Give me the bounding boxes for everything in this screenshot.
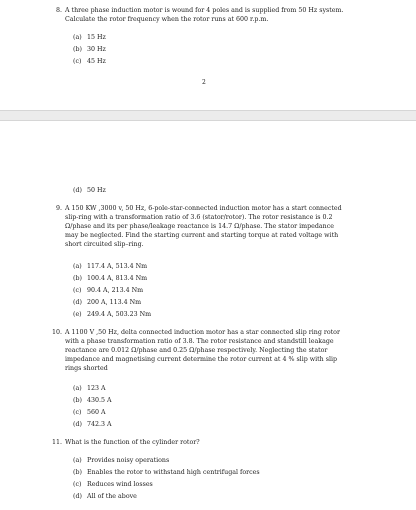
- option-text: 249.4 A, 503.23 Nm: [87, 311, 152, 318]
- option-label: (b): [73, 469, 82, 476]
- option-label: (e): [73, 311, 82, 318]
- option-11a: [73, 457, 169, 465]
- question-text-line: A three phase induction motor is wound for 4 poles and is supplied from 50 Hz system.: [65, 7, 344, 14]
- option-text: 100.4 A, 813.4 Nm: [87, 275, 148, 282]
- option-label: (d): [73, 187, 82, 194]
- option-text: Provides noisy operations: [87, 457, 170, 464]
- option-label: (c): [73, 481, 82, 488]
- option-9c: [73, 287, 143, 295]
- question-text-line: What is the function of the cylinder rotor?: [65, 439, 200, 446]
- option-8a: [73, 34, 106, 42]
- option-10b: [73, 397, 112, 405]
- option-label: (c): [73, 409, 82, 416]
- option-9e: [73, 311, 151, 319]
- option-11b: [73, 469, 260, 477]
- option-label: (a): [73, 34, 82, 41]
- option-text: 742.3 A: [87, 421, 112, 428]
- option-text: 45 Hz: [87, 58, 106, 65]
- question-text-line: impedance and magnetising current determine the rotor current at 4 % slip with slip: [65, 355, 338, 363]
- question-text-line: short circuited slip–ring.: [65, 240, 144, 248]
- question-number: 10.: [51, 329, 62, 336]
- option-label: (b): [73, 275, 82, 282]
- option-10a: [73, 385, 106, 393]
- option-text: 117.4 A, 513.4 Nm: [87, 263, 148, 270]
- option-11c: [73, 481, 153, 489]
- question-text-line: Calculate the rotor frequency when the rotor runs at 600 r.p.m.: [65, 15, 269, 23]
- option-10d: [73, 421, 112, 429]
- question-text-line: rings shorted: [65, 364, 108, 372]
- option-label: (c): [73, 58, 82, 65]
- option-text: 560 A: [87, 409, 106, 416]
- page-2: [0, 120, 416, 510]
- question-number: 9.: [55, 205, 62, 212]
- option-text: 15 Hz: [87, 34, 106, 41]
- question-number: 11.: [51, 439, 62, 446]
- question-8: [50, 7, 343, 25]
- question-text-line: A 1100 V ,50 Hz, delta connected induction motor has a star connected slip ring rotor: [65, 329, 340, 336]
- option-8b: [73, 46, 106, 54]
- option-text: Reduces wind losses: [87, 481, 153, 488]
- option-text: 50 Hz: [87, 187, 106, 194]
- option-11d: [73, 493, 137, 501]
- option-label: (a): [73, 263, 82, 270]
- question-text-line: A 150 KW ,3000 v, 50 Hz, 6-pole-star-connected induction motor has a start connected: [65, 205, 342, 212]
- option-label: (d): [73, 493, 82, 500]
- option-8c: [73, 58, 106, 66]
- option-10c: [73, 409, 106, 417]
- option-label: (b): [73, 46, 82, 53]
- option-text: All of the above: [87, 493, 137, 500]
- question-text-line: may be neglected. Find the starting current and starting torque at rated voltage with: [65, 231, 339, 239]
- option-8d: [73, 187, 106, 195]
- question-11: [50, 439, 200, 448]
- option-text: 123 A: [87, 385, 106, 392]
- option-label: (b): [73, 397, 82, 404]
- question-text-line: with a phase transformation ratio of 3.8. The rotor resistance and standstill leakage: [65, 337, 334, 345]
- option-9d: [73, 299, 141, 307]
- option-label: (a): [73, 385, 82, 392]
- question-text-line: Ω/phase and its per phase/leakage reactance is 14.7 Ω/phase. The stator impedance: [65, 222, 334, 230]
- option-9b: [73, 275, 147, 283]
- option-label: (d): [73, 299, 82, 306]
- page-1: [0, 0, 416, 111]
- option-label: (c): [73, 287, 82, 294]
- question-text-line: slip-ring with a transformation ratio of 3.6 (stator/rotor). The rotor resistance is 0.2: [65, 213, 333, 221]
- page-number: 2: [202, 79, 206, 86]
- option-text: 430.5 A: [87, 397, 112, 404]
- option-text: 90.4 A, 213.4 Nm: [87, 287, 144, 294]
- option-label: (a): [73, 457, 82, 464]
- option-text: 200 A, 113.4 Nm: [87, 299, 142, 306]
- question-text-line: reactance are 0.012 Ω/phase and 0.25 Ω/phase respectively. Neglecting the stator: [65, 346, 328, 354]
- option-label: (d): [73, 421, 82, 428]
- question-9: [50, 205, 342, 250]
- option-text: 30 Hz: [87, 46, 106, 53]
- question-number: 8.: [55, 7, 62, 14]
- option-text: Enables the rotor to withstand high centrifugal forces: [87, 469, 260, 476]
- option-9a: [73, 263, 147, 271]
- question-10: [50, 329, 340, 374]
